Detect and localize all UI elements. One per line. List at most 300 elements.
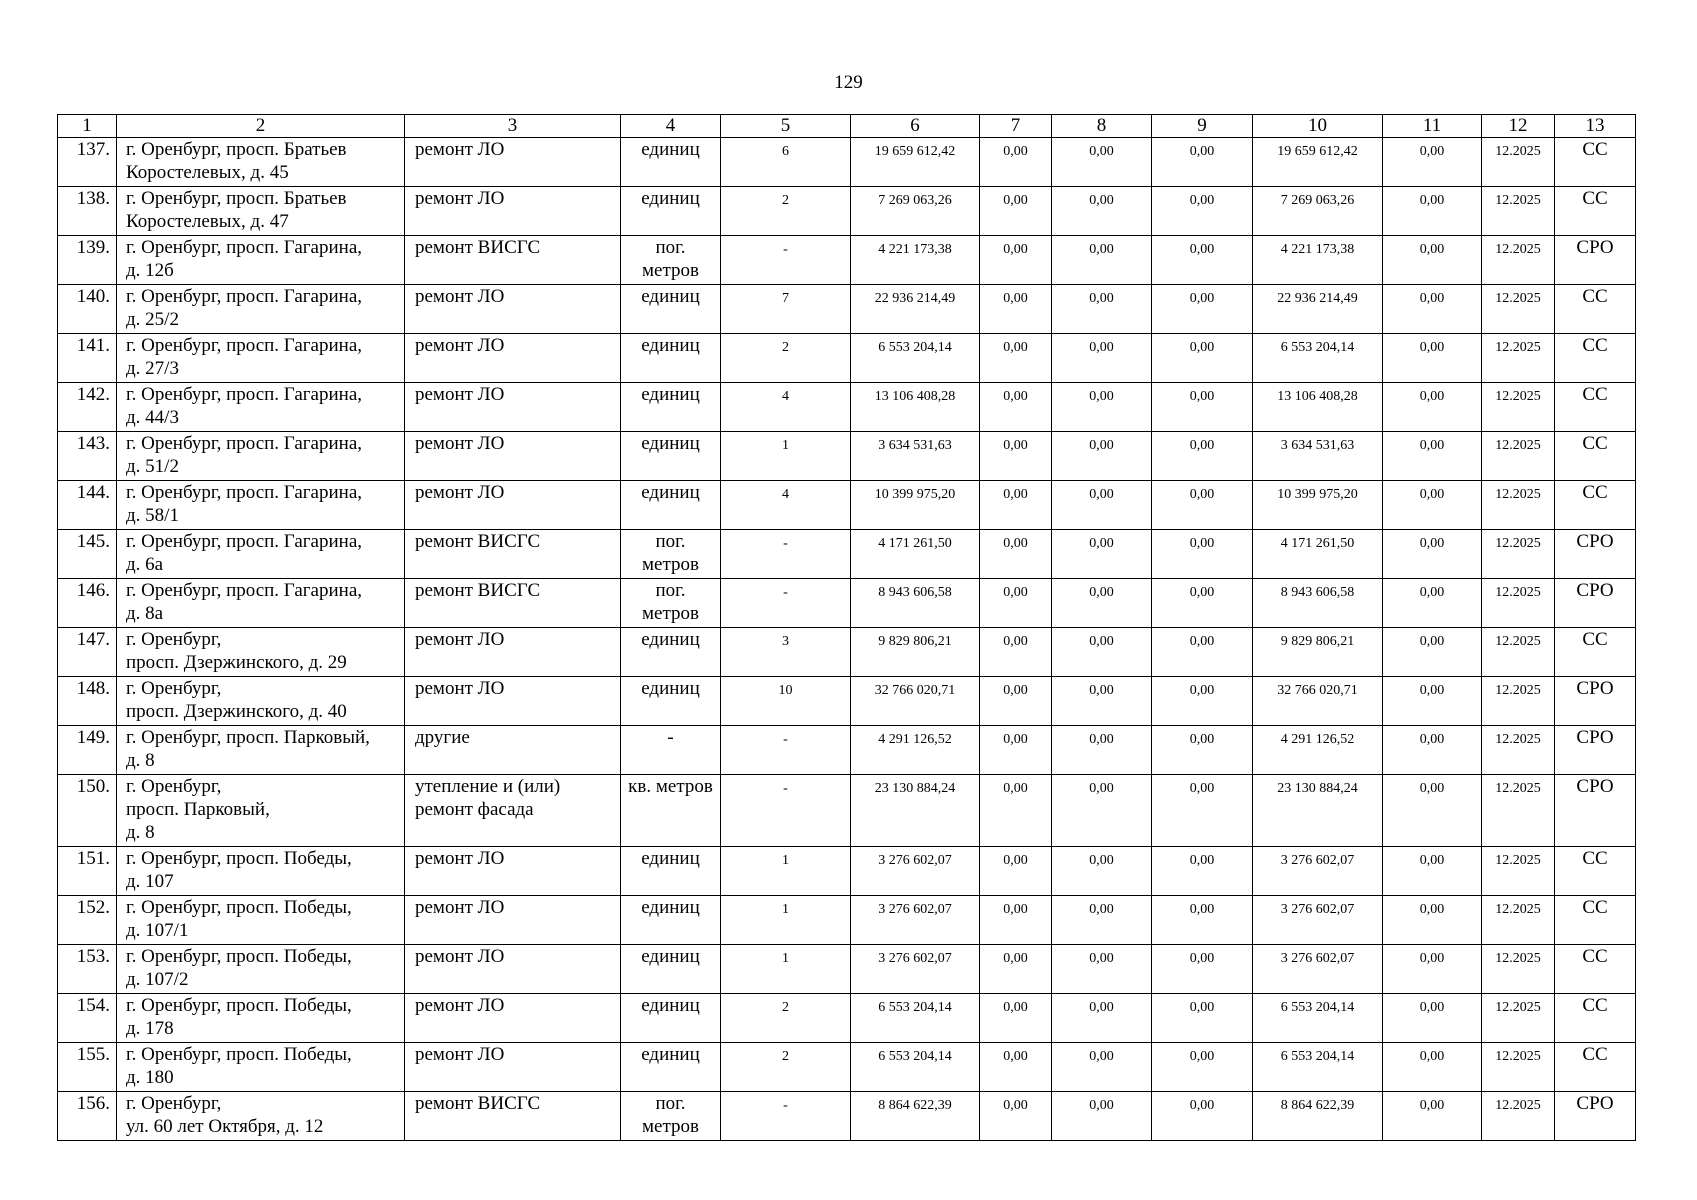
address-line: д. 107/2: [126, 969, 189, 990]
unit-cell: [621, 1043, 721, 1092]
value-cell-11: 0,00: [1383, 383, 1482, 432]
address-cell: [117, 945, 405, 994]
row-number-cell: 141.: [58, 334, 117, 383]
value-cell-6: 10 399 975,20: [851, 481, 980, 530]
unit-line: единиц: [641, 1044, 700, 1065]
address-line: г. Оренбург, просп. Победы,: [126, 897, 352, 918]
column-header: 3: [405, 115, 621, 138]
address-line: д. 8: [126, 822, 155, 843]
value-cell-7: 0,00: [980, 432, 1052, 481]
value-cell-7: 0,00: [980, 236, 1052, 285]
address-line: д. 6а: [126, 554, 164, 575]
unit-cell: [621, 481, 721, 530]
value-cell-7: 0,00: [980, 628, 1052, 677]
value-cell-12: 12.2025: [1482, 138, 1555, 187]
value-cell-5: 1: [721, 945, 851, 994]
value-cell-10: 4 291 126,52: [1253, 726, 1383, 775]
unit-cell: [621, 530, 721, 579]
unit-line: единиц: [641, 286, 700, 307]
column-header: 10: [1253, 115, 1383, 138]
row-number-cell: 147.: [58, 628, 117, 677]
value-cell-9: 0,00: [1152, 481, 1253, 530]
value-cell-12: 12.2025: [1482, 1092, 1555, 1141]
category-cell: СРО: [1555, 677, 1636, 726]
address-line: г. Оренбург, просп. Гагарина,: [126, 433, 362, 454]
address-cell: [117, 628, 405, 677]
category-cell: СС: [1555, 383, 1636, 432]
value-cell-8: 0,00: [1052, 1043, 1152, 1092]
work-type-line: ремонт ЛО: [415, 482, 505, 503]
address-line: г. Оренбург, просп. Братьев: [126, 188, 347, 209]
value-cell-5: 3: [721, 628, 851, 677]
table-row: [58, 945, 1636, 994]
value-cell-7: 0,00: [980, 481, 1052, 530]
category-cell: СС: [1555, 138, 1636, 187]
value-cell-11: 0,00: [1383, 187, 1482, 236]
column-header: 12: [1482, 115, 1555, 138]
value-cell-10: 8 864 622,39: [1253, 1092, 1383, 1141]
address-line: г. Оренбург, просп. Гагарина,: [126, 335, 362, 356]
work-type-line: ремонт фасада: [415, 799, 534, 820]
value-cell-5: -: [721, 236, 851, 285]
value-cell-11: 0,00: [1383, 726, 1482, 775]
row-number-cell: 148.: [58, 677, 117, 726]
value-cell-10: 6 553 204,14: [1253, 1043, 1383, 1092]
value-cell-8: 0,00: [1052, 236, 1152, 285]
address-line: д. 27/3: [126, 358, 179, 379]
unit-line: кв. метров: [628, 776, 713, 797]
table-row: [58, 726, 1636, 775]
category-cell: СС: [1555, 628, 1636, 677]
table-row: [58, 285, 1636, 334]
value-cell-9: 0,00: [1152, 285, 1253, 334]
row-number-cell: 142.: [58, 383, 117, 432]
value-cell-12: 12.2025: [1482, 530, 1555, 579]
table-row: [58, 677, 1636, 726]
unit-line: единиц: [641, 629, 700, 650]
value-cell-9: 0,00: [1152, 847, 1253, 896]
table-row: [58, 579, 1636, 628]
address-cell: [117, 334, 405, 383]
work-type-cell: [405, 847, 621, 896]
value-cell-11: 0,00: [1383, 847, 1482, 896]
value-cell-7: 0,00: [980, 945, 1052, 994]
work-type-line: ремонт ЛО: [415, 678, 505, 699]
column-header: 13: [1555, 115, 1636, 138]
address-cell: [117, 1092, 405, 1141]
value-cell-12: 12.2025: [1482, 945, 1555, 994]
unit-line: -: [667, 727, 674, 748]
work-type-line: ремонт ЛО: [415, 139, 505, 160]
value-cell-9: 0,00: [1152, 726, 1253, 775]
value-cell-6: 32 766 020,71: [851, 677, 980, 726]
value-cell-11: 0,00: [1383, 896, 1482, 945]
address-cell: [117, 677, 405, 726]
works-table: [57, 114, 1636, 1141]
address-cell: [117, 530, 405, 579]
unit-cell: [621, 726, 721, 775]
unit-cell: [621, 994, 721, 1043]
work-type-cell: [405, 432, 621, 481]
work-type-cell: [405, 285, 621, 334]
value-cell-6: 19 659 612,42: [851, 138, 980, 187]
row-number-cell: 153.: [58, 945, 117, 994]
category-cell: СС: [1555, 994, 1636, 1043]
address-line: д. 107/1: [126, 920, 189, 941]
value-cell-10: 6 553 204,14: [1253, 334, 1383, 383]
value-cell-6: 9 829 806,21: [851, 628, 980, 677]
category-cell: СС: [1555, 481, 1636, 530]
value-cell-8: 0,00: [1052, 334, 1152, 383]
address-cell: [117, 481, 405, 530]
unit-cell: [621, 677, 721, 726]
value-cell-9: 0,00: [1152, 187, 1253, 236]
value-cell-9: 0,00: [1152, 236, 1253, 285]
address-cell: [117, 285, 405, 334]
address-cell: [117, 579, 405, 628]
address-cell: [117, 726, 405, 775]
unit-cell: [621, 187, 721, 236]
address-line: д. 25/2: [126, 309, 179, 330]
value-cell-6: 6 553 204,14: [851, 1043, 980, 1092]
address-line: просп. Парковый,: [126, 799, 270, 820]
value-cell-5: -: [721, 530, 851, 579]
unit-line: единиц: [641, 848, 700, 869]
row-number-cell: 139.: [58, 236, 117, 285]
value-cell-9: 0,00: [1152, 383, 1253, 432]
value-cell-11: 0,00: [1383, 530, 1482, 579]
value-cell-7: 0,00: [980, 677, 1052, 726]
address-cell: [117, 236, 405, 285]
address-line: г. Оренбург, просп. Гагарина,: [126, 531, 362, 552]
category-cell: СРО: [1555, 1092, 1636, 1141]
work-type-cell: [405, 1092, 621, 1141]
value-cell-12: 12.2025: [1482, 481, 1555, 530]
table-row: [58, 896, 1636, 945]
value-cell-10: 3 276 602,07: [1253, 896, 1383, 945]
value-cell-10: 3 276 602,07: [1253, 847, 1383, 896]
category-cell: СРО: [1555, 236, 1636, 285]
value-cell-11: 0,00: [1383, 677, 1482, 726]
work-type-line: ремонт ЛО: [415, 995, 505, 1016]
value-cell-5: 4: [721, 481, 851, 530]
category-cell: СС: [1555, 945, 1636, 994]
work-type-cell: [405, 236, 621, 285]
value-cell-8: 0,00: [1052, 775, 1152, 847]
unit-line: пог.: [655, 531, 686, 552]
work-type-line: ремонт ЛО: [415, 897, 505, 918]
value-cell-5: 2: [721, 994, 851, 1043]
table-row: [58, 236, 1636, 285]
value-cell-6: 6 553 204,14: [851, 334, 980, 383]
value-cell-9: 0,00: [1152, 896, 1253, 945]
work-type-cell: [405, 726, 621, 775]
value-cell-6: 13 106 408,28: [851, 383, 980, 432]
row-number-cell: 145.: [58, 530, 117, 579]
value-cell-11: 0,00: [1383, 334, 1482, 383]
value-cell-7: 0,00: [980, 138, 1052, 187]
value-cell-11: 0,00: [1383, 994, 1482, 1043]
value-cell-5: 1: [721, 847, 851, 896]
value-cell-9: 0,00: [1152, 945, 1253, 994]
address-line: г. Оренбург, просп. Победы,: [126, 995, 352, 1016]
value-cell-9: 0,00: [1152, 1043, 1253, 1092]
table-row: [58, 481, 1636, 530]
value-cell-12: 12.2025: [1482, 236, 1555, 285]
value-cell-6: 22 936 214,49: [851, 285, 980, 334]
address-line: г. Оренбург, просп. Гагарина,: [126, 286, 362, 307]
value-cell-8: 0,00: [1052, 726, 1152, 775]
category-cell: СРО: [1555, 530, 1636, 579]
value-cell-11: 0,00: [1383, 628, 1482, 677]
value-cell-10: 4 221 173,38: [1253, 236, 1383, 285]
value-cell-8: 0,00: [1052, 896, 1152, 945]
value-cell-7: 0,00: [980, 994, 1052, 1043]
value-cell-7: 0,00: [980, 383, 1052, 432]
category-cell: СРО: [1555, 775, 1636, 847]
value-cell-12: 12.2025: [1482, 847, 1555, 896]
value-cell-9: 0,00: [1152, 530, 1253, 579]
table-row: [58, 994, 1636, 1043]
address-line: г. Оренбург,: [126, 1093, 222, 1114]
unit-line: пог.: [655, 1093, 686, 1114]
address-line: г. Оренбург, просп. Победы,: [126, 946, 352, 967]
category-cell: СС: [1555, 896, 1636, 945]
unit-cell: [621, 896, 721, 945]
value-cell-8: 0,00: [1052, 285, 1152, 334]
address-cell: [117, 994, 405, 1043]
value-cell-8: 0,00: [1052, 1092, 1152, 1141]
value-cell-11: 0,00: [1383, 138, 1482, 187]
unit-cell: [621, 236, 721, 285]
work-type-line: ремонт ЛО: [415, 848, 505, 869]
address-line: г. Оренбург, просп. Победы,: [126, 1044, 352, 1065]
unit-line: метров: [642, 1116, 699, 1137]
row-number-cell: 137.: [58, 138, 117, 187]
address-cell: [117, 138, 405, 187]
value-cell-9: 0,00: [1152, 579, 1253, 628]
value-cell-5: 10: [721, 677, 851, 726]
value-cell-6: 4 291 126,52: [851, 726, 980, 775]
address-line: г. Оренбург, просп. Гагарина,: [126, 482, 362, 503]
work-type-cell: [405, 677, 621, 726]
category-cell: СС: [1555, 432, 1636, 481]
unit-cell: [621, 628, 721, 677]
value-cell-7: 0,00: [980, 334, 1052, 383]
unit-line: единиц: [641, 946, 700, 967]
unit-line: единиц: [641, 188, 700, 209]
address-line: д. 178: [126, 1018, 174, 1039]
work-type-line: ремонт ВИСГС: [415, 1093, 541, 1114]
work-type-line: ремонт ЛО: [415, 1044, 505, 1065]
address-line: д. 58/1: [126, 505, 179, 526]
address-line: г. Оренбург,: [126, 678, 222, 699]
value-cell-12: 12.2025: [1482, 896, 1555, 945]
address-cell: [117, 432, 405, 481]
work-type-cell: [405, 775, 621, 847]
value-cell-11: 0,00: [1383, 236, 1482, 285]
value-cell-11: 0,00: [1383, 775, 1482, 847]
value-cell-12: 12.2025: [1482, 383, 1555, 432]
column-header: 6: [851, 115, 980, 138]
unit-cell: [621, 945, 721, 994]
unit-cell: [621, 432, 721, 481]
value-cell-12: 12.2025: [1482, 432, 1555, 481]
value-cell-9: 0,00: [1152, 775, 1253, 847]
work-type-line: ремонт ЛО: [415, 384, 505, 405]
row-number-cell: 143.: [58, 432, 117, 481]
value-cell-7: 0,00: [980, 896, 1052, 945]
row-number-cell: 138.: [58, 187, 117, 236]
value-cell-6: 6 553 204,14: [851, 994, 980, 1043]
table-header-row: [58, 115, 1636, 138]
category-cell: СС: [1555, 187, 1636, 236]
value-cell-8: 0,00: [1052, 432, 1152, 481]
category-cell: СРО: [1555, 726, 1636, 775]
unit-line: единиц: [641, 139, 700, 160]
value-cell-6: 8 864 622,39: [851, 1092, 980, 1141]
value-cell-10: 3 276 602,07: [1253, 945, 1383, 994]
address-line: Коростелевых, д. 45: [126, 162, 289, 183]
value-cell-6: 4 221 173,38: [851, 236, 980, 285]
value-cell-9: 0,00: [1152, 994, 1253, 1043]
unit-cell: [621, 847, 721, 896]
value-cell-11: 0,00: [1383, 1092, 1482, 1141]
value-cell-8: 0,00: [1052, 138, 1152, 187]
work-type-cell: [405, 1043, 621, 1092]
work-type-cell: [405, 579, 621, 628]
address-cell: [117, 1043, 405, 1092]
page-number: 129: [834, 72, 863, 93]
value-cell-8: 0,00: [1052, 530, 1152, 579]
value-cell-12: 12.2025: [1482, 628, 1555, 677]
address-line: г. Оренбург, просп. Победы,: [126, 848, 352, 869]
unit-line: единиц: [641, 995, 700, 1016]
table-row: [58, 1092, 1636, 1141]
unit-cell: [621, 285, 721, 334]
value-cell-5: 2: [721, 334, 851, 383]
value-cell-12: 12.2025: [1482, 579, 1555, 628]
table-row: [58, 432, 1636, 481]
unit-cell: [621, 579, 721, 628]
value-cell-8: 0,00: [1052, 628, 1152, 677]
column-header: 8: [1052, 115, 1152, 138]
value-cell-8: 0,00: [1052, 383, 1152, 432]
row-number-cell: 150.: [58, 775, 117, 847]
address-line: д. 44/3: [126, 407, 179, 428]
value-cell-7: 0,00: [980, 847, 1052, 896]
address-cell: [117, 847, 405, 896]
value-cell-9: 0,00: [1152, 432, 1253, 481]
value-cell-5: 2: [721, 187, 851, 236]
work-type-line: ремонт ЛО: [415, 286, 505, 307]
unit-cell: [621, 1092, 721, 1141]
row-number-cell: 151.: [58, 847, 117, 896]
address-line: г. Оренбург, просп. Парковый,: [126, 727, 370, 748]
value-cell-11: 0,00: [1383, 432, 1482, 481]
value-cell-8: 0,00: [1052, 481, 1152, 530]
work-type-cell: [405, 628, 621, 677]
column-header: 4: [621, 115, 721, 138]
work-type-cell: [405, 334, 621, 383]
address-cell: [117, 896, 405, 945]
category-cell: СРО: [1555, 579, 1636, 628]
unit-line: пог.: [655, 580, 686, 601]
address-line: г. Оренбург,: [126, 776, 222, 797]
row-number-cell: 152.: [58, 896, 117, 945]
value-cell-7: 0,00: [980, 187, 1052, 236]
value-cell-9: 0,00: [1152, 138, 1253, 187]
value-cell-10: 3 634 531,63: [1253, 432, 1383, 481]
unit-line: метров: [642, 603, 699, 624]
value-cell-5: -: [721, 1092, 851, 1141]
value-cell-5: 6: [721, 138, 851, 187]
value-cell-5: 1: [721, 896, 851, 945]
work-type-line: ремонт ВИСГС: [415, 237, 541, 258]
row-number-cell: 146.: [58, 579, 117, 628]
table-row: [58, 775, 1636, 847]
value-cell-10: 7 269 063,26: [1253, 187, 1383, 236]
value-cell-7: 0,00: [980, 1092, 1052, 1141]
value-cell-8: 0,00: [1052, 579, 1152, 628]
work-type-cell: [405, 994, 621, 1043]
row-number-cell: 155.: [58, 1043, 117, 1092]
unit-line: пог.: [655, 237, 686, 258]
value-cell-10: 13 106 408,28: [1253, 383, 1383, 432]
address-line: д. 51/2: [126, 456, 179, 477]
value-cell-9: 0,00: [1152, 628, 1253, 677]
column-header: 2: [117, 115, 405, 138]
work-type-cell: [405, 187, 621, 236]
value-cell-6: 8 943 606,58: [851, 579, 980, 628]
value-cell-6: 3 276 602,07: [851, 896, 980, 945]
address-line: г. Оренбург, просп. Гагарина,: [126, 580, 362, 601]
value-cell-11: 0,00: [1383, 481, 1482, 530]
unit-line: метров: [642, 260, 699, 281]
unit-cell: [621, 138, 721, 187]
row-number-cell: 144.: [58, 481, 117, 530]
column-header: 7: [980, 115, 1052, 138]
value-cell-11: 0,00: [1383, 285, 1482, 334]
value-cell-12: 12.2025: [1482, 726, 1555, 775]
value-cell-7: 0,00: [980, 579, 1052, 628]
work-type-line: ремонт ВИСГС: [415, 580, 541, 601]
work-type-line: ремонт ЛО: [415, 946, 505, 967]
value-cell-10: 8 943 606,58: [1253, 579, 1383, 628]
table-row: [58, 138, 1636, 187]
value-cell-7: 0,00: [980, 1043, 1052, 1092]
value-cell-10: 9 829 806,21: [1253, 628, 1383, 677]
row-number-cell: 154.: [58, 994, 117, 1043]
unit-line: единиц: [641, 335, 700, 356]
value-cell-11: 0,00: [1383, 945, 1482, 994]
address-line: г. Оренбург, просп. Гагарина,: [126, 384, 362, 405]
table-row: [58, 628, 1636, 677]
address-line: д. 8а: [126, 603, 164, 624]
unit-cell: [621, 383, 721, 432]
value-cell-10: 6 553 204,14: [1253, 994, 1383, 1043]
unit-line: единиц: [641, 433, 700, 454]
row-number-cell: 149.: [58, 726, 117, 775]
value-cell-12: 12.2025: [1482, 334, 1555, 383]
address-line: д. 8: [126, 750, 155, 771]
address-line: д. 180: [126, 1067, 174, 1088]
value-cell-10: 10 399 975,20: [1253, 481, 1383, 530]
value-cell-6: 4 171 261,50: [851, 530, 980, 579]
value-cell-5: -: [721, 579, 851, 628]
category-cell: СС: [1555, 285, 1636, 334]
address-line: ул. 60 лет Октября, д. 12: [126, 1116, 324, 1137]
